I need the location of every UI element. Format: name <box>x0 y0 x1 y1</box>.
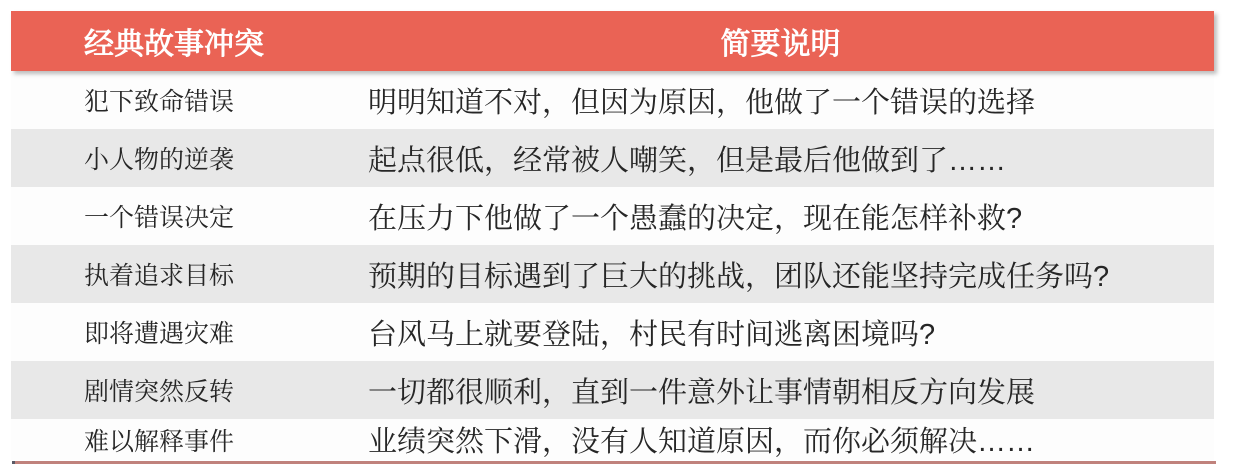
table-row <box>11 187 1214 245</box>
cell-conflict: 一个错误决定 <box>84 204 235 232</box>
table-body <box>11 71 1214 460</box>
table-row <box>11 71 1214 129</box>
table-header-row <box>11 11 1214 71</box>
cell-description: 一切都很顺利，直到一件意外让事情朝相反方向发展 <box>368 376 1036 409</box>
table-row <box>11 361 1214 419</box>
cell-description: 明明知道不对，但因为原因，他做了一个错误的选择 <box>368 86 1036 119</box>
cell-conflict: 小人物的逆袭 <box>84 146 235 174</box>
accent-underline <box>12 461 1216 464</box>
cell-description: 预期的目标遇到了巨大的挑战，团队还能坚持完成任务吗? <box>368 260 1110 293</box>
header-cell-description: 简要说明 <box>720 28 841 61</box>
cell-conflict: 执着追求目标 <box>84 262 235 290</box>
table-row <box>11 245 1214 303</box>
cell-description: 在压力下他做了一个愚蠢的决定，现在能怎样补救? <box>368 202 1023 235</box>
story-conflict-table <box>11 11 1214 460</box>
cell-description: 起点很低，经常被人嘲笑，但是最后他做到了…… <box>368 144 1007 177</box>
table-row <box>11 129 1214 187</box>
cell-conflict: 犯下致命错误 <box>84 88 235 116</box>
cell-conflict: 难以解释事件 <box>84 427 235 456</box>
header-cell-conflict: 经典故事冲突 <box>84 28 264 61</box>
cell-description: 台风马上就要登陆，村民有时间逃离困境吗? <box>368 318 936 351</box>
table-row <box>11 303 1214 361</box>
cell-conflict: 即将遭遇灾难 <box>84 320 235 348</box>
table-row <box>11 419 1214 460</box>
cell-description: 业绩突然下滑，没有人知道原因，而你必须解决…… <box>368 426 1036 458</box>
cell-conflict: 剧情突然反转 <box>84 378 235 406</box>
